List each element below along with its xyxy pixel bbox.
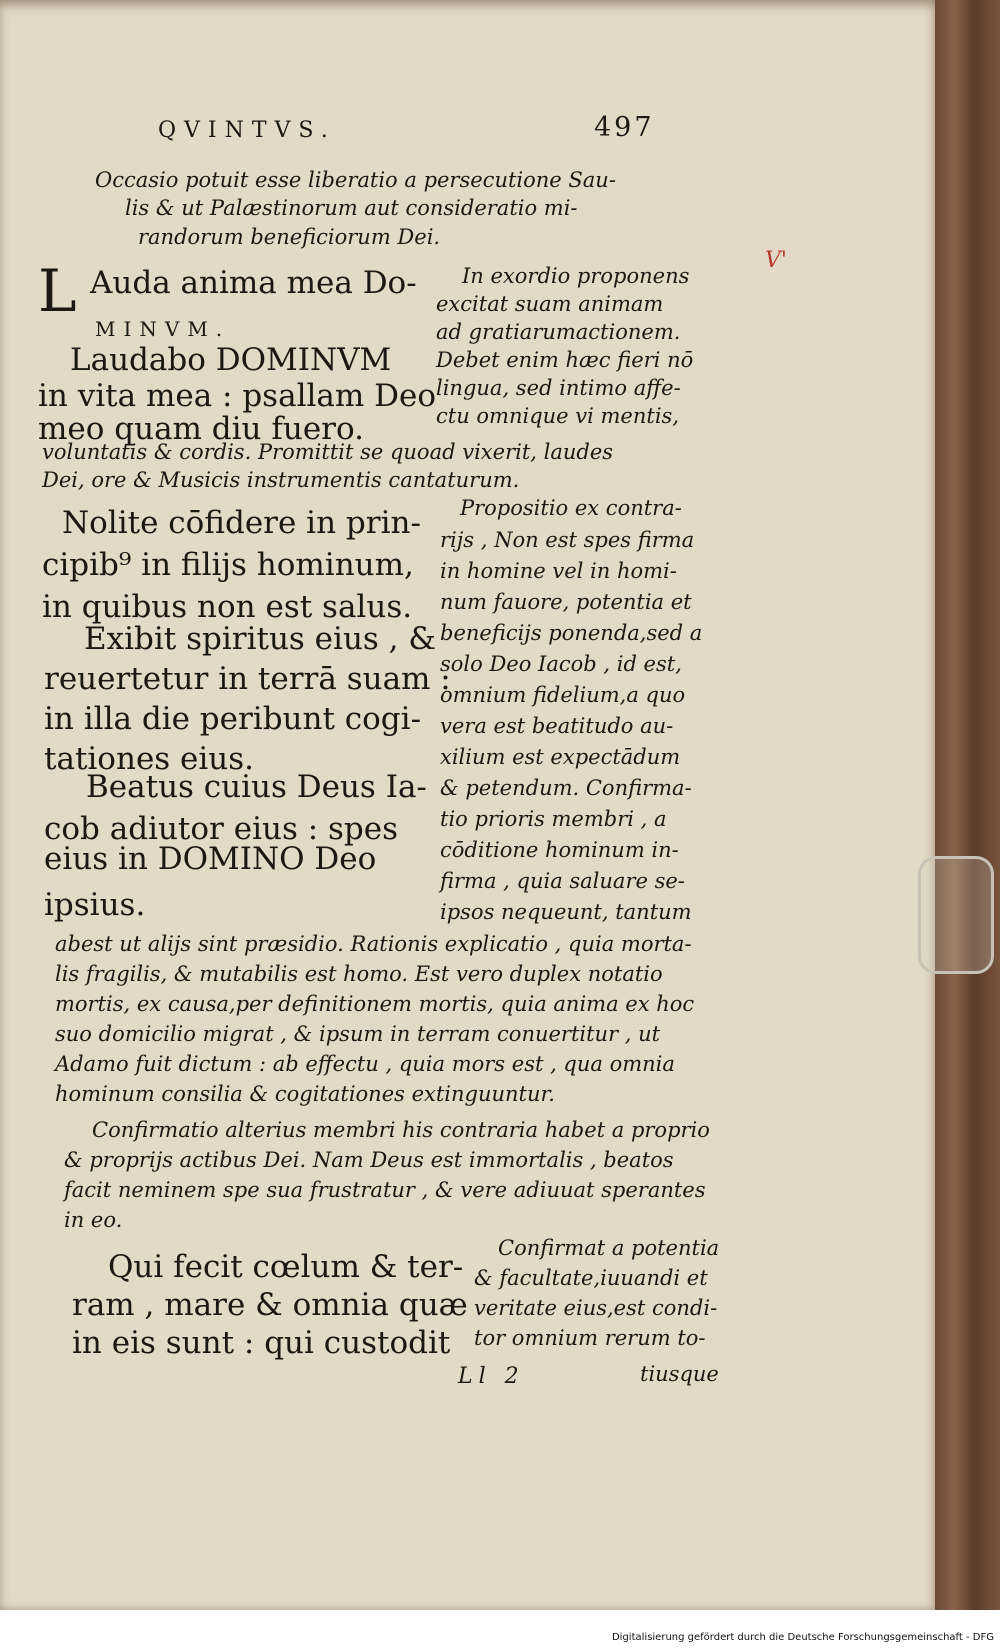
gloss-line: abest ut alijs sint præsidio. Rationis explicatio , quia morta-	[55, 932, 692, 956]
verse-line: Qui fecit cœlum & ter-	[108, 1249, 464, 1285]
gloss-line: facit neminem spe sua frustratur , & vere adiuuat sperantes	[64, 1178, 706, 1202]
footer-credit: Digitalisierung gefördert durch die Deutsche Forschungsgemeinschaft - DFG	[611, 1632, 994, 1643]
verse-line: eius in DOMINO Deo	[44, 841, 377, 877]
summary-line: Occasio potuit esse liberatio a persecutione Sau-	[95, 168, 616, 192]
gloss-line: lis fragilis, & mutabilis est homo. Est vero duplex notatio	[55, 962, 663, 986]
page-number: 497	[594, 112, 655, 143]
verse-line: tationes eius.	[44, 741, 255, 777]
verse-line: Auda anima mea Do-	[90, 265, 417, 301]
gloss-line: lingua, sed intimo affe-	[436, 376, 681, 400]
verse-line: Laudabo DOMINVM	[70, 342, 392, 378]
gloss-line: Adamo fuit dictum : ab effectu , quia mors est , qua omnia	[55, 1052, 675, 1076]
summary-line: randorum beneficiorum Dei.	[138, 225, 441, 249]
running-title: QVINTVS.	[158, 118, 336, 143]
verse-line: Nolite cōfidere in prin-	[62, 505, 421, 541]
gloss-line: & facultate,iuuandi et	[474, 1266, 708, 1290]
verse-line: reuertetur in terrā suam :	[44, 661, 451, 697]
gloss-line: in eo.	[64, 1208, 123, 1232]
drop-cap: L	[38, 257, 77, 325]
gloss-line: beneficijs ponenda,sed a	[440, 621, 703, 645]
gloss-line: tio prioris membri , a	[440, 807, 667, 831]
gloss-line: omnium fidelium,a quo	[440, 683, 686, 707]
book-spine	[935, 0, 1000, 1610]
footer-bar	[0, 1610, 1000, 1648]
gloss-line: & petendum. Confirma-	[440, 776, 692, 800]
gloss-line: excitat suam animam	[436, 292, 664, 316]
margin-mark: V'	[765, 248, 787, 273]
signature-mark: Ll 2	[458, 1364, 525, 1389]
gloss-line: In exordio proponens	[462, 264, 690, 288]
gloss-line: xilium est expectādum	[440, 745, 681, 769]
gloss-line: firma , quia saluare se-	[440, 869, 685, 893]
gloss-line: ipsos nequeunt, tantum	[440, 900, 692, 924]
verse-line: in vita mea : psallam Deo	[38, 378, 436, 414]
gloss-line: cōditione hominum in-	[440, 838, 679, 862]
gloss-line: mortis, ex causa,per definitionem mortis, quia anima ex hoc	[55, 992, 695, 1016]
gloss-line: Dei, ore & Musicis instrumentis cantaturum.	[42, 468, 520, 492]
gloss-line: Confirmatio alterius membri his contraria habet a proprio	[92, 1118, 710, 1142]
catchword: tiusque	[640, 1362, 719, 1386]
verse-line: meo quam diu fuero.	[38, 411, 364, 447]
gloss-line: voluntatis & cordis. Promittit se quoad vixerit, laudes	[42, 440, 614, 464]
verse-line: ram , mare & omnia quæ	[72, 1287, 468, 1323]
gloss-line: hominum consilia & cogitationes extinguuntur.	[55, 1082, 555, 1106]
clasp	[918, 856, 994, 974]
verse-line: Beatus cuius Deus Ia-	[86, 769, 427, 805]
gloss-line: Propositio ex contra-	[460, 496, 682, 520]
gloss-line: in homine vel in homi-	[440, 559, 677, 583]
gloss-line: ctu omnique vi mentis,	[436, 404, 679, 428]
gloss-line: & proprijs actibus Dei. Nam Deus est immortalis , beatos	[64, 1148, 674, 1172]
gloss-line: suo domicilio migrat , & ipsum in terram conuertitur , ut	[55, 1022, 661, 1046]
verse-line: ipsius.	[44, 887, 146, 923]
verse-line: in eis sunt : qui custodit	[72, 1325, 451, 1361]
gloss-line: Debet enim hæc fieri nō	[436, 348, 694, 372]
verse-line: Exibit spiritus eius , &	[84, 621, 436, 657]
gloss-line: rijs , Non est spes firma	[440, 528, 695, 552]
verse-line: cipib⁹ in filijs hominum,	[42, 547, 414, 583]
gloss-line: ad gratiarumactionem.	[436, 320, 681, 344]
verse-line: in illa die peribunt cogi-	[44, 701, 422, 737]
verse-line: MINVM.	[95, 317, 231, 341]
gloss-line: veritate eius,est condi-	[474, 1296, 718, 1320]
gloss-line: num fauore, potentia et	[440, 590, 692, 614]
summary-line: lis & ut Palæstinorum aut consideratio mi-	[125, 196, 578, 220]
verse-line: cob adiutor eius : spes	[44, 811, 399, 847]
gloss-line: vera est beatitudo au-	[440, 714, 674, 738]
gloss-line: solo Deo Iacob , id est,	[440, 652, 682, 676]
gloss-line: Confirmat a potentia	[498, 1236, 720, 1260]
verse-line: in quibus non est salus.	[42, 589, 413, 625]
gloss-line: tor omnium rerum to-	[474, 1326, 706, 1350]
